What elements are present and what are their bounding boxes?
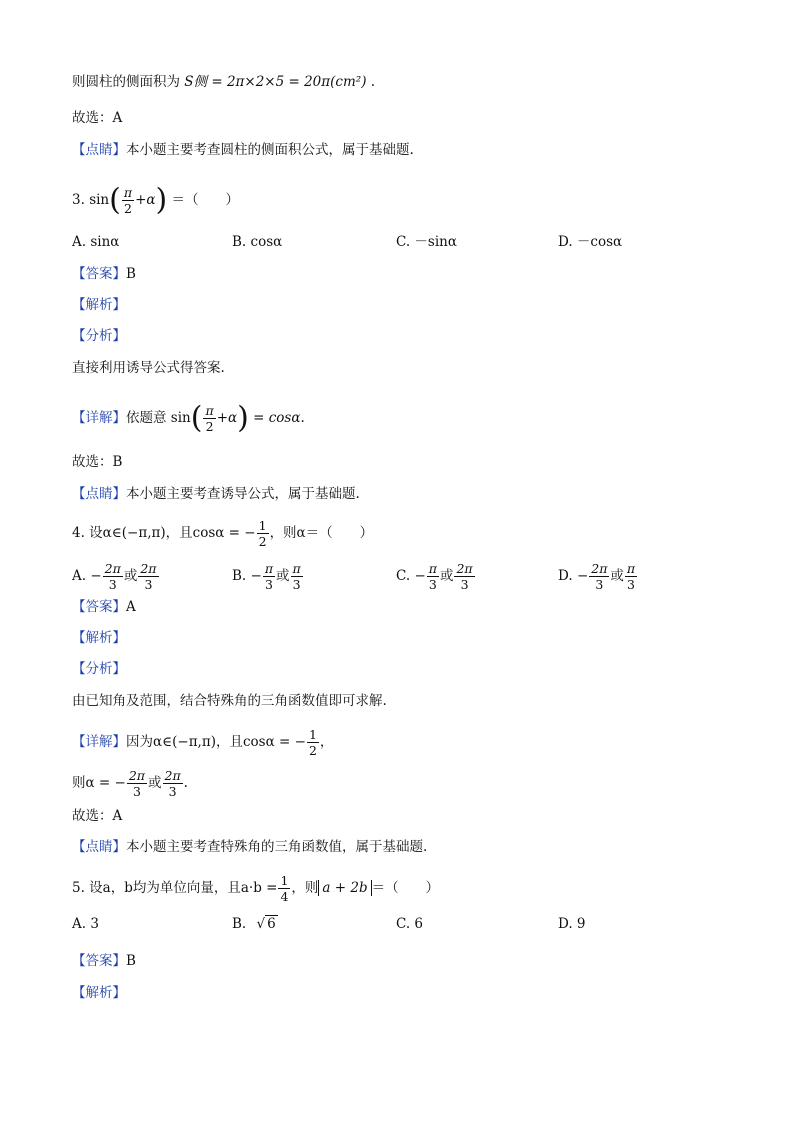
text-line — [72, 140, 414, 160]
text: 或 — [610, 568, 624, 584]
section-tag: 【解析】 — [72, 297, 126, 313]
denominator: 3 — [627, 577, 635, 592]
numerator: 2π — [104, 561, 121, 576]
section-tag: 【解析】 — [72, 630, 126, 646]
math: − — [250, 568, 262, 584]
denominator: 2 — [258, 534, 267, 549]
fraction — [122, 185, 134, 216]
formula: S侧 = 2π×2×5 = 20π(cm²) — [184, 74, 367, 90]
text-line — [72, 72, 375, 92]
fraction — [263, 561, 275, 592]
numerator: 2π — [128, 768, 145, 783]
math: − — [576, 568, 589, 584]
numerator: π — [292, 561, 301, 576]
section-tag: 【详解】 — [72, 410, 126, 426]
option-d — [558, 561, 638, 592]
section-tag: 【解析】 — [72, 985, 126, 1001]
text-line — [72, 108, 122, 128]
text-line — [72, 659, 126, 679]
option-a — [72, 561, 160, 592]
numerator: 2π — [456, 561, 473, 576]
text: 本小题主要考查特殊角的三角函数值，属于基础题. — [126, 839, 428, 855]
numerator: 1 — [308, 727, 317, 742]
text: 或 — [148, 775, 162, 791]
option-a: A. 3 — [72, 916, 99, 932]
text: . — [370, 74, 376, 90]
text: 故选：A — [72, 808, 123, 824]
text: 或 — [276, 568, 290, 584]
denominator: 4 — [280, 889, 289, 904]
text-line — [72, 484, 360, 504]
answer-value: B — [126, 266, 136, 282]
math: ( — [109, 182, 121, 218]
text-line — [72, 400, 305, 436]
text-line — [72, 691, 387, 711]
option-a: A. sinα — [72, 234, 120, 250]
numerator: 2π — [591, 561, 608, 576]
numerator: 1 — [258, 518, 267, 533]
numerator: π — [428, 561, 437, 576]
denominator: 3 — [428, 577, 437, 592]
numerator: π — [123, 185, 133, 200]
fraction — [454, 561, 474, 592]
numerator: π — [264, 561, 274, 576]
section-tag: 【分析】 — [72, 661, 126, 677]
fraction — [103, 561, 123, 592]
option-d: D. －cosα — [558, 234, 623, 250]
section-tag: 【点睛】 — [72, 839, 126, 855]
math: sin — [170, 410, 191, 426]
fraction — [163, 768, 183, 799]
text: 由已知角及范围，结合特殊角的三角函数值即可求解. — [72, 693, 387, 709]
answer-line — [72, 597, 136, 617]
math: sin — [89, 192, 110, 208]
text-line — [72, 768, 188, 799]
text-line — [72, 806, 122, 826]
text: 因为α∈(−π,π)，且cosα = − — [126, 734, 306, 750]
text-line — [72, 628, 126, 648]
option-c — [396, 561, 476, 592]
section-tag: 【答案】 — [72, 599, 126, 615]
question-5 — [72, 873, 439, 904]
option-b: B. √ 6 — [232, 916, 276, 932]
section-tag: 【点睛】 — [72, 142, 126, 158]
math: − — [90, 568, 102, 584]
text-line — [72, 727, 333, 758]
formula: = cosα. — [253, 410, 305, 426]
option-letter: A. — [72, 568, 87, 584]
option-c: C. 6 — [396, 916, 424, 932]
option-c: C. －sinα — [396, 234, 457, 250]
fraction — [307, 727, 319, 758]
text: 直接利用诱导公式得答案. — [72, 360, 225, 376]
question-3 — [72, 182, 240, 218]
text-line — [72, 358, 225, 378]
option-b — [232, 561, 304, 592]
text-line — [72, 326, 126, 346]
fraction — [427, 561, 439, 592]
section-tag: 【详解】 — [72, 734, 126, 750]
math: ( — [190, 400, 203, 436]
math: +α — [135, 192, 156, 208]
fraction — [203, 403, 215, 434]
denominator: 3 — [168, 784, 177, 799]
fraction — [257, 518, 269, 549]
numerator: 2π — [164, 768, 181, 783]
option-letter: B. — [232, 916, 247, 932]
numerator: π — [205, 403, 214, 418]
answer-line — [72, 951, 136, 971]
denominator: 3 — [132, 784, 141, 799]
text: 故选：B — [72, 454, 123, 470]
option-b: B. cosα — [232, 234, 283, 250]
text: 则圆柱的侧面积为 — [72, 74, 180, 90]
text: 依题意 — [126, 410, 167, 426]
text: ＝（ ） — [371, 880, 440, 896]
text: ，则 — [291, 880, 319, 896]
sqrt-value: 6 — [267, 916, 276, 932]
math: +α — [216, 410, 238, 426]
text: 5. 设a，b均为单位向量，且a·b = — [72, 880, 278, 896]
text-line — [72, 452, 122, 472]
math: ) — [155, 182, 168, 218]
denominator: 3 — [292, 577, 301, 592]
text: . — [183, 775, 188, 791]
text: 或 — [439, 568, 454, 584]
answer-line — [72, 264, 136, 284]
section-tag: 【点睛】 — [72, 486, 126, 502]
text: 本小题主要考查圆柱的侧面积公式，属于基础题. — [126, 142, 414, 158]
text-line — [72, 983, 126, 1003]
fraction — [278, 873, 290, 904]
option-letter: B. — [232, 568, 247, 584]
fraction — [138, 561, 158, 592]
denominator: 2 — [308, 743, 317, 758]
text: ， — [319, 734, 334, 750]
math: − — [414, 568, 426, 584]
text: 本小题主要考查诱导公式，属于基础题. — [126, 486, 360, 502]
section-tag: 【答案】 — [72, 266, 126, 282]
text: ，则α＝（ ） — [269, 525, 374, 541]
fraction — [625, 561, 637, 592]
text-line — [72, 837, 427, 857]
math: ) — [237, 400, 249, 436]
denominator: 2 — [123, 201, 132, 216]
question-4 — [72, 518, 373, 549]
denominator: 3 — [144, 577, 153, 592]
text: 4. 设α∈(−π,π)，且cosα = − — [72, 525, 256, 541]
option-letter: C. — [396, 568, 411, 584]
denominator: 3 — [460, 577, 469, 592]
text: 故选：A — [72, 110, 123, 126]
section-tag: 【答案】 — [72, 953, 126, 969]
denominator: 3 — [264, 577, 273, 592]
denominator: 3 — [108, 577, 117, 592]
text: ＝（ ） — [171, 192, 240, 208]
denominator: 3 — [595, 577, 604, 592]
fraction — [589, 561, 609, 592]
answer-value: A — [126, 599, 136, 615]
answer-value: B — [126, 953, 136, 969]
text: 或 — [123, 568, 138, 584]
option-letter: D. — [558, 568, 573, 584]
fraction — [291, 561, 303, 592]
question-number: 3. — [72, 192, 85, 208]
option-d: D. 9 — [558, 916, 586, 932]
denominator: 2 — [205, 419, 214, 434]
numerator: 1 — [280, 873, 289, 888]
numerator: 2π — [140, 561, 157, 576]
section-tag: 【分析】 — [72, 328, 126, 344]
text: 则α = − — [72, 775, 126, 791]
text-line — [72, 295, 126, 315]
formula: a + 2b — [318, 880, 371, 896]
numerator: π — [626, 561, 636, 576]
fraction — [127, 768, 147, 799]
